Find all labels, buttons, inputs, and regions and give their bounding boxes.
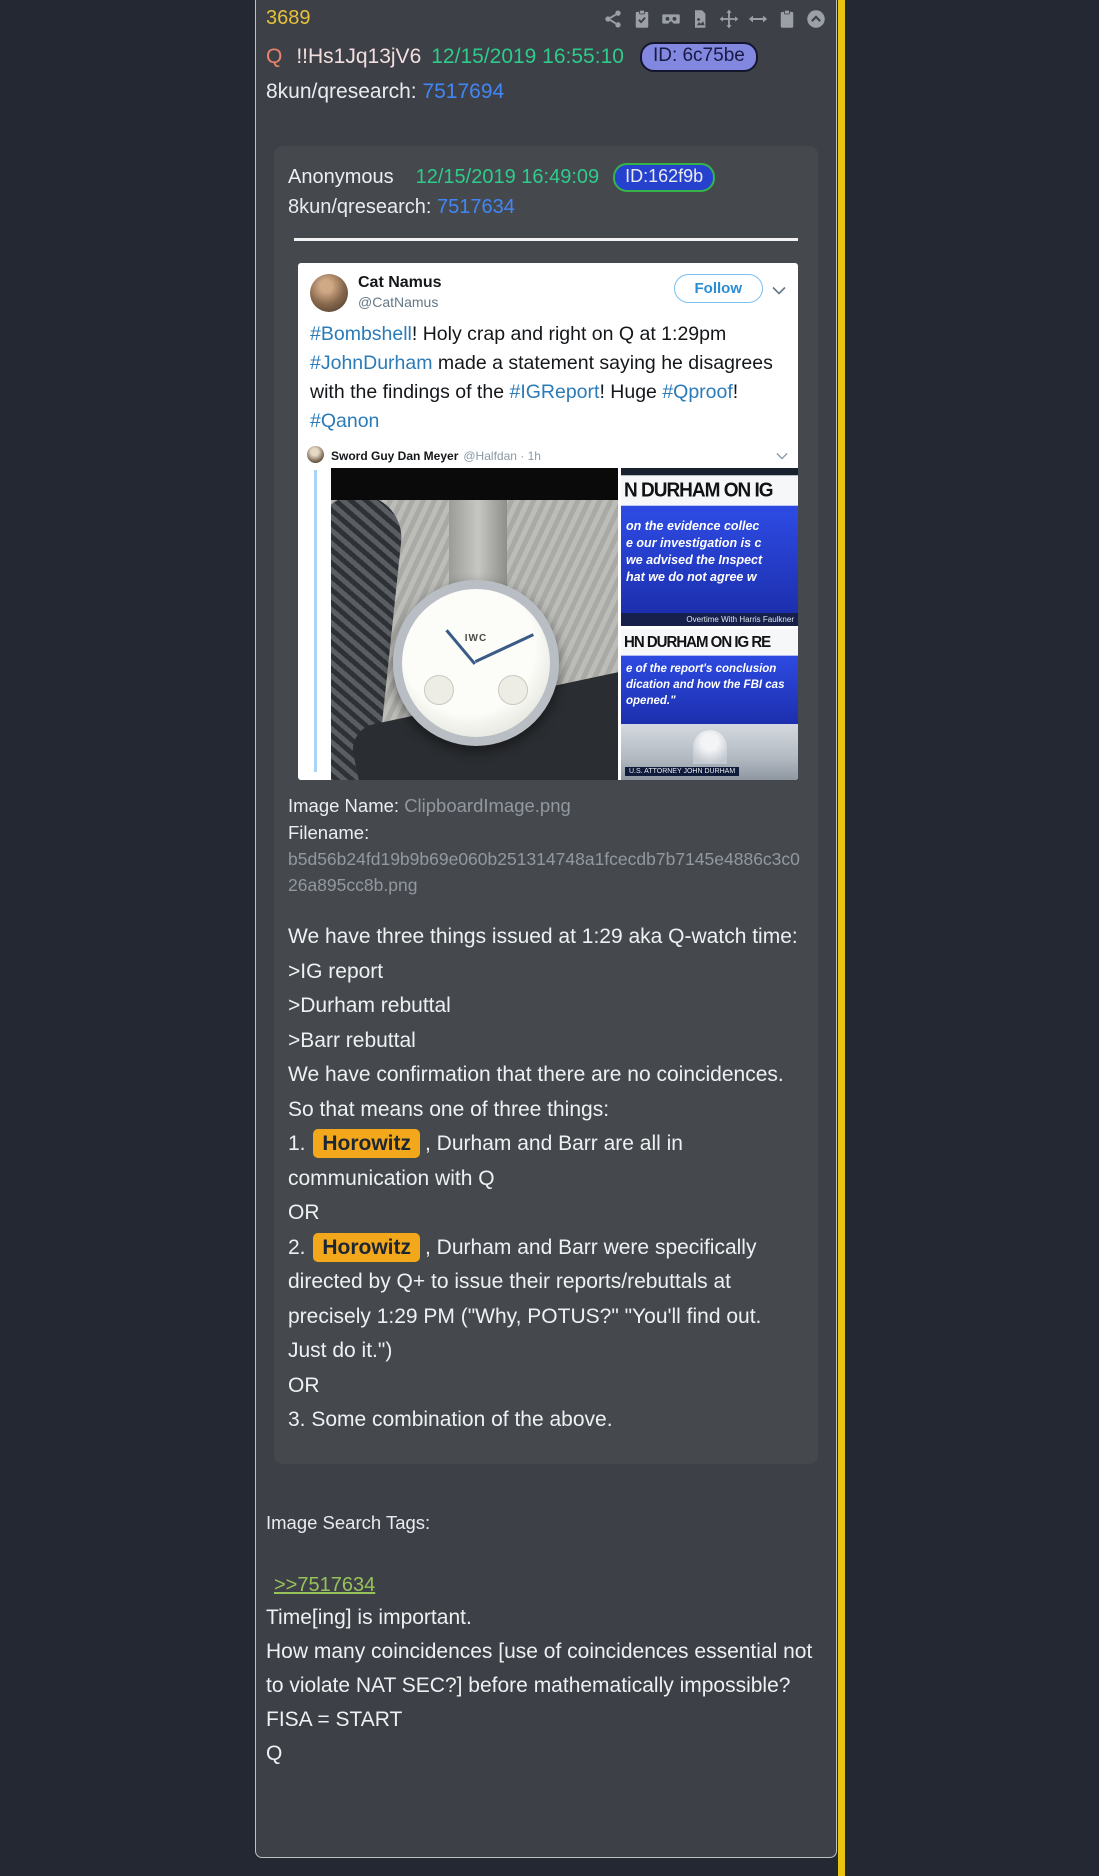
- photo-black-bar: [331, 468, 618, 500]
- tweet-author-block: [358, 274, 674, 310]
- filename-label: Filename:: [288, 822, 370, 843]
- watch-brand-text: IWC: [464, 633, 488, 645]
- news-screenshots: [621, 468, 798, 780]
- quoted-subtweet: [298, 446, 798, 780]
- tweet-handle[interactable]: @CatNamus: [358, 294, 439, 310]
- image-name-label: Image Name:: [288, 795, 400, 816]
- post-author-row: [266, 42, 826, 72]
- watch-face: [393, 580, 559, 746]
- watch-photo[interactable]: [331, 468, 618, 780]
- thread-line: [314, 470, 317, 772]
- quoted-board-label: 8kun/qresearch:: [288, 196, 432, 218]
- subtweet-header: [331, 446, 798, 466]
- image-name-row: [288, 792, 804, 819]
- share-icon[interactable]: [603, 9, 623, 29]
- blue-bar: [621, 505, 798, 512]
- news-headline-top: N DURHAM ON IG: [621, 475, 798, 505]
- quoted-post: [274, 146, 818, 1464]
- chevron-down-icon[interactable]: [772, 282, 786, 300]
- reply-reference-link[interactable]: >>7517634: [274, 1573, 376, 1596]
- quoted-author-name: Anonymous: [288, 165, 394, 188]
- board-label: 8kun/qresearch:: [266, 80, 417, 103]
- filename-value: b5d56b24fd19b9b69e060b251314748a1fcecdb7b7145e4886c3c026a895cc8b.png: [288, 849, 800, 895]
- vr-cardboard-icon[interactable]: [661, 9, 681, 29]
- post-header-row: [266, 5, 826, 32]
- news-headline-bottom: HN DURHAM ON IG RE: [621, 629, 798, 656]
- subtweet-meta: @Halfdan · 1h: [463, 449, 541, 463]
- board-post-link[interactable]: 7517694: [422, 80, 505, 103]
- news-text-panel-bottom: e of the report's conclusion dication and how the FBI cas opened.": [621, 655, 798, 724]
- news-screenshot-top[interactable]: [621, 468, 798, 626]
- post-timestamp: 12/15/2019 16:55:10: [431, 45, 624, 68]
- quoted-post-body: We have three things issued at 1:29 aka Q-watch time: >IG report >Durham rebuttal >Barr rebuttal We have confirmation that there are no coincidences. So that means one of three things: 1. Horowitz , Durham and Barr are all in communication with Q OR 2. Horowitz , Durham and Barr were specifically directed by Q+ to issue their reports/rebuttals at precisely 1:29 PM ("Why, POTUS?" "You'll find out. Just do it.") OR 3. Some combination of the above.: [288, 925, 798, 1431]
- yellow-scrollbar[interactable]: [838, 0, 845, 1876]
- post-body: Time[ing] is important. How many coincidences [use of coincidences essential not to violate NAT SEC?] before mathematically impossible? FISA = START Q: [266, 1605, 813, 1765]
- q-post: [255, 0, 837, 1858]
- news-text-panel-top: on the evidence collec e our investigation is c we advised the Inspect hat we do not agree w: [621, 512, 798, 613]
- capitol-building-image: [621, 724, 798, 780]
- news-caption-top: Overtime With Harris Faulkner: [621, 613, 798, 626]
- board-row: [266, 80, 826, 110]
- quoted-id-badge[interactable]: ID:162f9b: [613, 163, 715, 192]
- tweet-display-name[interactable]: Cat Namus: [358, 274, 442, 291]
- tweet-avatar[interactable]: [310, 274, 348, 312]
- quoted-board-post-link[interactable]: 7517634: [436, 196, 515, 218]
- move-icon[interactable]: [719, 9, 739, 29]
- subtweet-author[interactable]: Sword Guy Dan Meyer: [331, 449, 459, 463]
- divider: [294, 238, 798, 241]
- resize-horizontal-icon[interactable]: [748, 9, 768, 29]
- subtweet-avatar[interactable]: [307, 446, 324, 463]
- image-name-value: ClipboardImage.png: [404, 795, 571, 816]
- tweet-card[interactable]: [298, 263, 798, 780]
- tweet-text: #Bombshell! Holy crap and right on Q at 1:29pm #JohnDurham made a statement saying he disagrees with the findings of the #IGReport! Huge #Qproof! #Qanon: [310, 323, 773, 432]
- post-toolbar: [603, 9, 826, 29]
- clipboard-icon[interactable]: [777, 9, 797, 29]
- tweet-header: [298, 263, 798, 316]
- news-caption-bottom: U.S. ATTORNEY JOHN DURHAM: [625, 767, 739, 776]
- quoted-author-row: [288, 162, 804, 192]
- news-screenshot-bottom[interactable]: [621, 629, 798, 780]
- poster-id-badge[interactable]: ID: 6c75be: [640, 42, 758, 72]
- post-number: 3689: [266, 7, 311, 29]
- watch-subdial: [424, 675, 454, 705]
- watch-subdial: [498, 675, 528, 705]
- image-search-tags-label: Image Search Tags:: [266, 1511, 431, 1533]
- author-name: Q: [266, 45, 283, 68]
- file-meta: [288, 792, 804, 898]
- follow-button[interactable]: Follow: [674, 274, 764, 303]
- media-collage[interactable]: [331, 468, 798, 780]
- scroll-top-icon[interactable]: [806, 9, 826, 29]
- quoted-board-row: [288, 196, 804, 226]
- capitol-dome: [693, 730, 727, 764]
- chevron-down-icon[interactable]: [776, 449, 788, 463]
- quoted-timestamp: 12/15/2019 16:49:09: [415, 165, 600, 188]
- tripcode: !!Hs1Jq13jV6: [296, 45, 422, 68]
- file-image-icon[interactable]: [690, 9, 710, 29]
- clipboard-check-icon[interactable]: [632, 9, 652, 29]
